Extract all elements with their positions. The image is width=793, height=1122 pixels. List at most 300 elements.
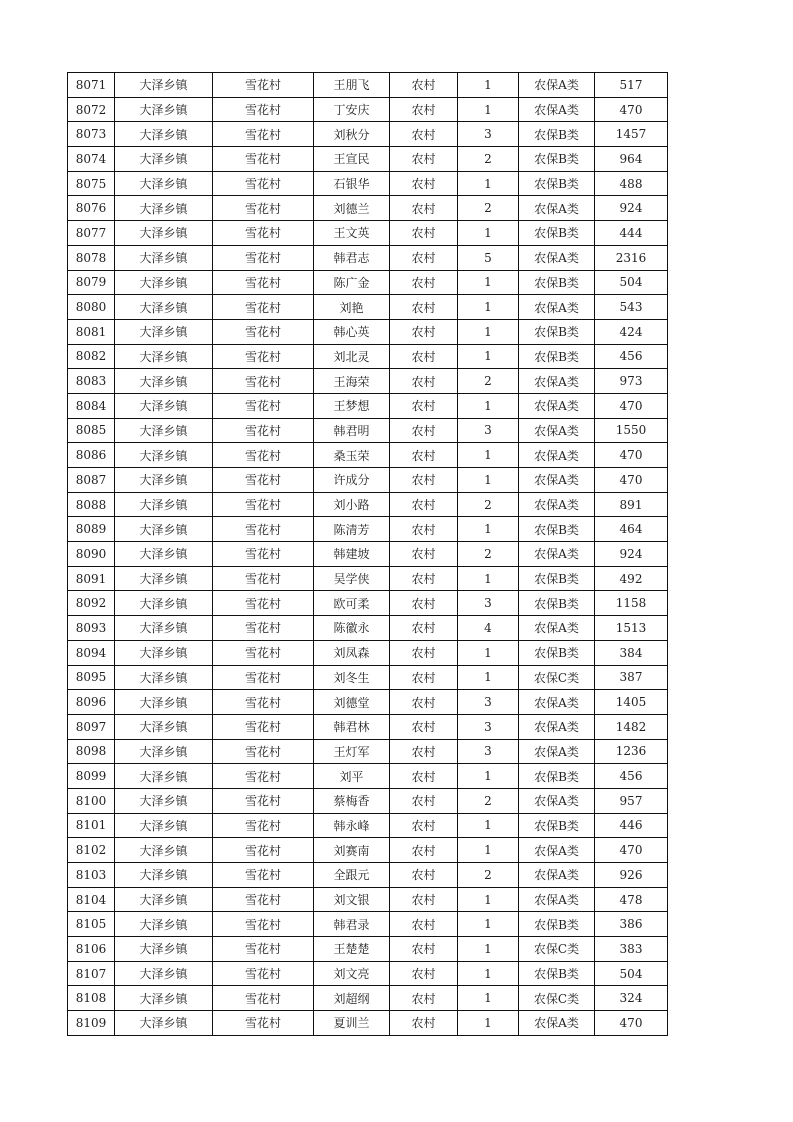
table-row	[68, 714, 668, 739]
household-size-cell: 1	[458, 171, 519, 196]
insurance-category-cell: 农保A类	[519, 788, 595, 813]
name-cell: 蔡梅香	[314, 788, 390, 813]
insurance-category-cell: 农保B类	[519, 591, 595, 616]
village-cell: 雪花村	[213, 887, 314, 912]
village-cell: 雪花村	[213, 147, 314, 172]
row-number-cell: 8099	[68, 764, 115, 789]
residence-type-cell: 农村	[390, 937, 458, 962]
residence-type-cell: 农村	[390, 468, 458, 493]
table-row	[68, 665, 668, 690]
row-number-cell: 8084	[68, 393, 115, 418]
township-cell: 大泽乡镇	[115, 863, 213, 888]
row-number-cell: 8080	[68, 295, 115, 320]
amount-cell: 478	[595, 887, 668, 912]
name-cell: 刘赛南	[314, 838, 390, 863]
amount-cell: 1550	[595, 418, 668, 443]
amount-cell: 384	[595, 640, 668, 665]
insurance-category-cell: 农保A类	[519, 73, 595, 98]
village-cell: 雪花村	[213, 418, 314, 443]
insurance-category-cell: 农保B类	[519, 640, 595, 665]
residence-type-cell: 农村	[390, 764, 458, 789]
name-cell: 王梦想	[314, 393, 390, 418]
row-number-cell: 8103	[68, 863, 115, 888]
village-cell: 雪花村	[213, 813, 314, 838]
table-row	[68, 393, 668, 418]
insurance-category-cell: 农保A类	[519, 245, 595, 270]
insurance-category-cell: 农保B类	[519, 221, 595, 246]
amount-cell: 446	[595, 813, 668, 838]
village-cell: 雪花村	[213, 196, 314, 221]
village-cell: 雪花村	[213, 591, 314, 616]
insurance-category-cell: 农保A类	[519, 196, 595, 221]
residence-type-cell: 农村	[390, 887, 458, 912]
table-row	[68, 147, 668, 172]
village-cell: 雪花村	[213, 319, 314, 344]
insurance-category-cell: 农保B类	[519, 961, 595, 986]
village-cell: 雪花村	[213, 714, 314, 739]
table-row	[68, 517, 668, 542]
row-number-cell: 8075	[68, 171, 115, 196]
household-size-cell: 1	[458, 295, 519, 320]
township-cell: 大泽乡镇	[115, 640, 213, 665]
household-size-cell: 1	[458, 393, 519, 418]
insurance-category-cell: 农保A类	[519, 492, 595, 517]
row-number-cell: 8086	[68, 443, 115, 468]
amount-cell: 444	[595, 221, 668, 246]
row-number-cell: 8106	[68, 937, 115, 962]
village-cell: 雪花村	[213, 912, 314, 937]
township-cell: 大泽乡镇	[115, 986, 213, 1011]
row-number-cell: 8092	[68, 591, 115, 616]
village-cell: 雪花村	[213, 171, 314, 196]
residence-type-cell: 农村	[390, 838, 458, 863]
row-number-cell: 8101	[68, 813, 115, 838]
residence-type-cell: 农村	[390, 640, 458, 665]
household-size-cell: 1	[458, 937, 519, 962]
name-cell: 王文英	[314, 221, 390, 246]
household-size-cell: 1	[458, 813, 519, 838]
insurance-category-cell: 农保C类	[519, 665, 595, 690]
household-size-cell: 1	[458, 468, 519, 493]
name-cell: 陈徽永	[314, 616, 390, 641]
residence-type-cell: 农村	[390, 393, 458, 418]
township-cell: 大泽乡镇	[115, 196, 213, 221]
insurance-category-cell: 农保B类	[519, 147, 595, 172]
name-cell: 丁安庆	[314, 97, 390, 122]
insurance-category-cell: 农保A类	[519, 369, 595, 394]
insurance-category-cell: 农保A类	[519, 863, 595, 888]
township-cell: 大泽乡镇	[115, 591, 213, 616]
household-size-cell: 1	[458, 443, 519, 468]
amount-cell: 492	[595, 566, 668, 591]
residence-type-cell: 农村	[390, 690, 458, 715]
name-cell: 刘文银	[314, 887, 390, 912]
residence-type-cell: 农村	[390, 912, 458, 937]
name-cell: 刘小路	[314, 492, 390, 517]
amount-cell: 924	[595, 542, 668, 567]
township-cell: 大泽乡镇	[115, 887, 213, 912]
insurance-category-cell: 农保A类	[519, 443, 595, 468]
amount-cell: 1482	[595, 714, 668, 739]
name-cell: 韩建坡	[314, 542, 390, 567]
village-cell: 雪花村	[213, 492, 314, 517]
village-cell: 雪花村	[213, 73, 314, 98]
household-size-cell: 3	[458, 122, 519, 147]
residence-type-cell: 农村	[390, 739, 458, 764]
amount-cell: 1236	[595, 739, 668, 764]
village-cell: 雪花村	[213, 344, 314, 369]
table-row	[68, 542, 668, 567]
village-cell: 雪花村	[213, 739, 314, 764]
residence-type-cell: 农村	[390, 418, 458, 443]
township-cell: 大泽乡镇	[115, 319, 213, 344]
household-size-cell: 4	[458, 616, 519, 641]
household-size-cell: 5	[458, 245, 519, 270]
township-cell: 大泽乡镇	[115, 492, 213, 517]
township-cell: 大泽乡镇	[115, 443, 213, 468]
amount-cell: 973	[595, 369, 668, 394]
residence-type-cell: 农村	[390, 591, 458, 616]
village-cell: 雪花村	[213, 295, 314, 320]
residence-type-cell: 农村	[390, 986, 458, 1011]
table-row	[68, 887, 668, 912]
row-number-cell: 8087	[68, 468, 115, 493]
amount-cell: 383	[595, 937, 668, 962]
insurance-category-cell: 农保B类	[519, 319, 595, 344]
amount-cell: 504	[595, 270, 668, 295]
row-number-cell: 8104	[68, 887, 115, 912]
amount-cell: 470	[595, 443, 668, 468]
row-number-cell: 8073	[68, 122, 115, 147]
insurance-category-cell: 农保A类	[519, 418, 595, 443]
insurance-category-cell: 农保B类	[519, 912, 595, 937]
data-table	[67, 72, 668, 1036]
name-cell: 王楚楚	[314, 937, 390, 962]
table-row	[68, 1011, 668, 1036]
table-row	[68, 912, 668, 937]
amount-cell: 543	[595, 295, 668, 320]
table-row	[68, 369, 668, 394]
township-cell: 大泽乡镇	[115, 542, 213, 567]
row-number-cell: 8082	[68, 344, 115, 369]
table-row	[68, 270, 668, 295]
amount-cell: 470	[595, 1011, 668, 1036]
residence-type-cell: 农村	[390, 961, 458, 986]
insurance-category-cell: 农保C类	[519, 937, 595, 962]
village-cell: 雪花村	[213, 517, 314, 542]
name-cell: 欧可柔	[314, 591, 390, 616]
table-row	[68, 961, 668, 986]
amount-cell: 924	[595, 196, 668, 221]
insurance-category-cell: 农保B类	[519, 270, 595, 295]
row-number-cell: 8077	[68, 221, 115, 246]
residence-type-cell: 农村	[390, 443, 458, 468]
row-number-cell: 8109	[68, 1011, 115, 1036]
township-cell: 大泽乡镇	[115, 295, 213, 320]
insurance-category-cell: 农保B类	[519, 813, 595, 838]
residence-type-cell: 农村	[390, 196, 458, 221]
household-size-cell: 1	[458, 344, 519, 369]
village-cell: 雪花村	[213, 369, 314, 394]
amount-cell: 1158	[595, 591, 668, 616]
township-cell: 大泽乡镇	[115, 393, 213, 418]
name-cell: 王海荣	[314, 369, 390, 394]
row-number-cell: 8100	[68, 788, 115, 813]
amount-cell: 517	[595, 73, 668, 98]
insurance-category-cell: 农保C类	[519, 986, 595, 1011]
table-row	[68, 591, 668, 616]
village-cell: 雪花村	[213, 616, 314, 641]
name-cell: 许成分	[314, 468, 390, 493]
residence-type-cell: 农村	[390, 270, 458, 295]
amount-cell: 2316	[595, 245, 668, 270]
name-cell: 王灯军	[314, 739, 390, 764]
residence-type-cell: 农村	[390, 863, 458, 888]
household-size-cell: 2	[458, 147, 519, 172]
village-cell: 雪花村	[213, 393, 314, 418]
name-cell: 韩君志	[314, 245, 390, 270]
household-size-cell: 2	[458, 492, 519, 517]
amount-cell: 470	[595, 393, 668, 418]
village-cell: 雪花村	[213, 788, 314, 813]
residence-type-cell: 农村	[390, 616, 458, 641]
township-cell: 大泽乡镇	[115, 122, 213, 147]
table-row	[68, 196, 668, 221]
row-number-cell: 8071	[68, 73, 115, 98]
row-number-cell: 8085	[68, 418, 115, 443]
insurance-category-cell: 农保B类	[519, 171, 595, 196]
table-row	[68, 616, 668, 641]
household-size-cell: 1	[458, 1011, 519, 1036]
amount-cell: 456	[595, 764, 668, 789]
household-size-cell: 1	[458, 986, 519, 1011]
row-number-cell: 8093	[68, 616, 115, 641]
household-size-cell: 1	[458, 97, 519, 122]
table-row	[68, 640, 668, 665]
household-size-cell: 2	[458, 788, 519, 813]
amount-cell: 926	[595, 863, 668, 888]
row-number-cell: 8089	[68, 517, 115, 542]
township-cell: 大泽乡镇	[115, 344, 213, 369]
village-cell: 雪花村	[213, 221, 314, 246]
insurance-category-cell: 农保A类	[519, 542, 595, 567]
table-row	[68, 344, 668, 369]
township-cell: 大泽乡镇	[115, 1011, 213, 1036]
row-number-cell: 8105	[68, 912, 115, 937]
name-cell: 吴学侠	[314, 566, 390, 591]
amount-cell: 470	[595, 838, 668, 863]
name-cell: 陈广金	[314, 270, 390, 295]
township-cell: 大泽乡镇	[115, 690, 213, 715]
residence-type-cell: 农村	[390, 245, 458, 270]
township-cell: 大泽乡镇	[115, 788, 213, 813]
row-number-cell: 8091	[68, 566, 115, 591]
residence-type-cell: 农村	[390, 171, 458, 196]
insurance-category-cell: 农保A类	[519, 887, 595, 912]
amount-cell: 456	[595, 344, 668, 369]
name-cell: 刘凤森	[314, 640, 390, 665]
residence-type-cell: 农村	[390, 566, 458, 591]
township-cell: 大泽乡镇	[115, 517, 213, 542]
household-size-cell: 1	[458, 270, 519, 295]
table-row	[68, 319, 668, 344]
village-cell: 雪花村	[213, 764, 314, 789]
household-size-cell: 3	[458, 739, 519, 764]
village-cell: 雪花村	[213, 122, 314, 147]
residence-type-cell: 农村	[390, 788, 458, 813]
village-cell: 雪花村	[213, 270, 314, 295]
village-cell: 雪花村	[213, 542, 314, 567]
insurance-category-cell: 农保B类	[519, 566, 595, 591]
household-size-cell: 1	[458, 764, 519, 789]
residence-type-cell: 农村	[390, 492, 458, 517]
village-cell: 雪花村	[213, 838, 314, 863]
table-row	[68, 418, 668, 443]
amount-cell: 424	[595, 319, 668, 344]
village-cell: 雪花村	[213, 961, 314, 986]
amount-cell: 1457	[595, 122, 668, 147]
village-cell: 雪花村	[213, 690, 314, 715]
amount-cell: 964	[595, 147, 668, 172]
household-size-cell: 1	[458, 640, 519, 665]
row-number-cell: 8107	[68, 961, 115, 986]
household-size-cell: 1	[458, 566, 519, 591]
table-row	[68, 443, 668, 468]
township-cell: 大泽乡镇	[115, 418, 213, 443]
township-cell: 大泽乡镇	[115, 937, 213, 962]
name-cell: 刘德兰	[314, 196, 390, 221]
name-cell: 韩君录	[314, 912, 390, 937]
residence-type-cell: 农村	[390, 1011, 458, 1036]
township-cell: 大泽乡镇	[115, 270, 213, 295]
insurance-category-cell: 农保A类	[519, 838, 595, 863]
residence-type-cell: 农村	[390, 369, 458, 394]
residence-type-cell: 农村	[390, 714, 458, 739]
table-body	[68, 73, 668, 1036]
name-cell: 韩永峰	[314, 813, 390, 838]
name-cell: 刘德堂	[314, 690, 390, 715]
village-cell: 雪花村	[213, 937, 314, 962]
township-cell: 大泽乡镇	[115, 171, 213, 196]
village-cell: 雪花村	[213, 566, 314, 591]
name-cell: 刘秋分	[314, 122, 390, 147]
village-cell: 雪花村	[213, 1011, 314, 1036]
household-size-cell: 1	[458, 319, 519, 344]
village-cell: 雪花村	[213, 665, 314, 690]
household-size-cell: 3	[458, 591, 519, 616]
row-number-cell: 8079	[68, 270, 115, 295]
household-size-cell: 1	[458, 73, 519, 98]
residence-type-cell: 农村	[390, 97, 458, 122]
township-cell: 大泽乡镇	[115, 714, 213, 739]
table-row	[68, 245, 668, 270]
township-cell: 大泽乡镇	[115, 764, 213, 789]
table-row	[68, 97, 668, 122]
table-row	[68, 171, 668, 196]
village-cell: 雪花村	[213, 863, 314, 888]
table-row	[68, 788, 668, 813]
residence-type-cell: 农村	[390, 221, 458, 246]
amount-cell: 470	[595, 97, 668, 122]
row-number-cell: 8102	[68, 838, 115, 863]
residence-type-cell: 农村	[390, 73, 458, 98]
household-size-cell: 3	[458, 690, 519, 715]
village-cell: 雪花村	[213, 97, 314, 122]
household-size-cell: 1	[458, 665, 519, 690]
table-row	[68, 986, 668, 1011]
table-row	[68, 468, 668, 493]
township-cell: 大泽乡镇	[115, 912, 213, 937]
household-size-cell: 2	[458, 196, 519, 221]
amount-cell: 464	[595, 517, 668, 542]
insurance-category-cell: 农保A类	[519, 714, 595, 739]
township-cell: 大泽乡镇	[115, 665, 213, 690]
amount-cell: 1405	[595, 690, 668, 715]
township-cell: 大泽乡镇	[115, 566, 213, 591]
amount-cell: 324	[595, 986, 668, 1011]
row-number-cell: 8095	[68, 665, 115, 690]
insurance-category-cell: 农保B类	[519, 517, 595, 542]
table-row	[68, 838, 668, 863]
township-cell: 大泽乡镇	[115, 369, 213, 394]
amount-cell: 957	[595, 788, 668, 813]
name-cell: 陈清芳	[314, 517, 390, 542]
table-row	[68, 566, 668, 591]
row-number-cell: 8074	[68, 147, 115, 172]
row-number-cell: 8083	[68, 369, 115, 394]
name-cell: 全跟元	[314, 863, 390, 888]
insurance-category-cell: 农保B类	[519, 344, 595, 369]
household-size-cell: 3	[458, 714, 519, 739]
table-row	[68, 492, 668, 517]
residence-type-cell: 农村	[390, 542, 458, 567]
name-cell: 刘冬生	[314, 665, 390, 690]
table-row	[68, 73, 668, 98]
row-number-cell: 8098	[68, 739, 115, 764]
name-cell: 石银华	[314, 171, 390, 196]
township-cell: 大泽乡镇	[115, 468, 213, 493]
township-cell: 大泽乡镇	[115, 739, 213, 764]
name-cell: 刘文亮	[314, 961, 390, 986]
village-cell: 雪花村	[213, 443, 314, 468]
row-number-cell: 8076	[68, 196, 115, 221]
insurance-category-cell: 农保A类	[519, 690, 595, 715]
household-size-cell: 2	[458, 542, 519, 567]
residence-type-cell: 农村	[390, 813, 458, 838]
row-number-cell: 8094	[68, 640, 115, 665]
township-cell: 大泽乡镇	[115, 813, 213, 838]
township-cell: 大泽乡镇	[115, 245, 213, 270]
residence-type-cell: 农村	[390, 122, 458, 147]
township-cell: 大泽乡镇	[115, 147, 213, 172]
household-size-cell: 1	[458, 517, 519, 542]
village-cell: 雪花村	[213, 245, 314, 270]
insurance-category-cell: 农保B类	[519, 764, 595, 789]
name-cell: 夏训兰	[314, 1011, 390, 1036]
row-number-cell: 8078	[68, 245, 115, 270]
household-size-cell: 1	[458, 887, 519, 912]
row-number-cell: 8072	[68, 97, 115, 122]
name-cell: 刘北灵	[314, 344, 390, 369]
insurance-category-cell: 农保A类	[519, 468, 595, 493]
household-size-cell: 2	[458, 863, 519, 888]
row-number-cell: 8096	[68, 690, 115, 715]
name-cell: 刘超纲	[314, 986, 390, 1011]
amount-cell: 488	[595, 171, 668, 196]
name-cell: 刘艳	[314, 295, 390, 320]
table-row	[68, 813, 668, 838]
township-cell: 大泽乡镇	[115, 616, 213, 641]
